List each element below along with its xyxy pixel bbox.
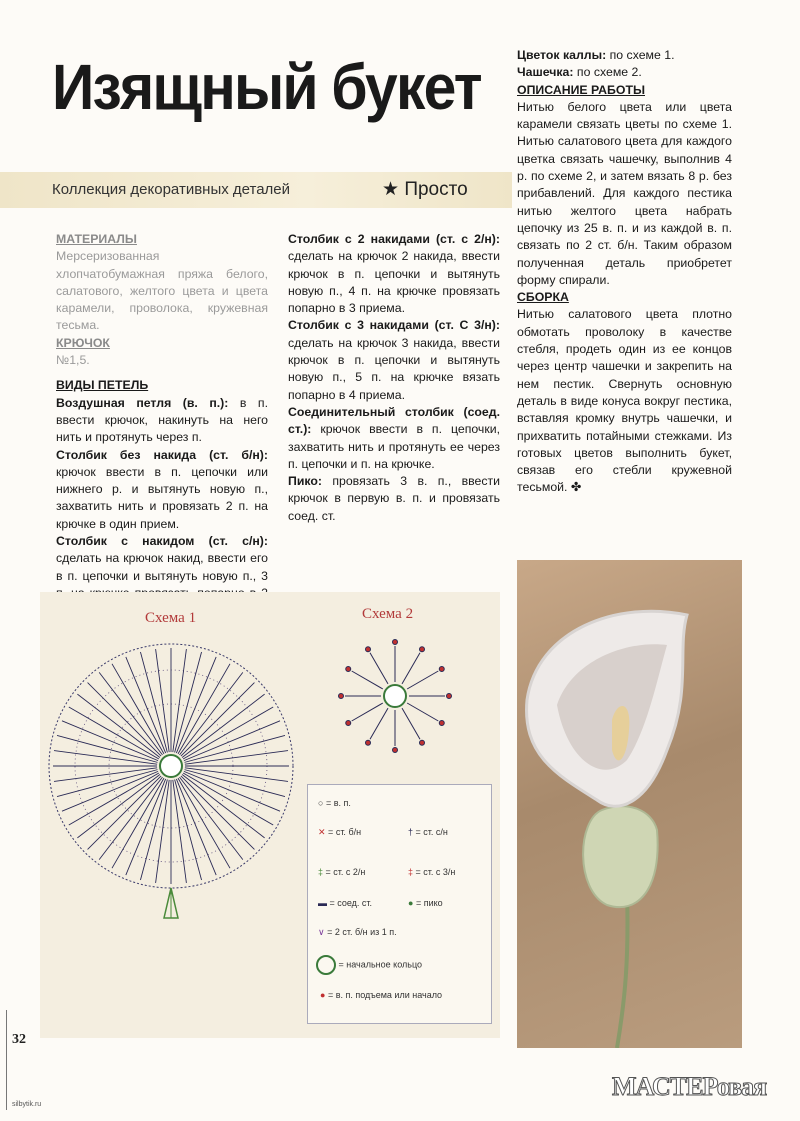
cross-icon: ✕ (318, 827, 326, 837)
stitch-item: Соединительный столбик (соед. ст.): крючок ввести в п. цепочки, захватить нить и протянуть ее через п. цепочки и п. на крючке. (288, 404, 500, 471)
stitch-item: Воздушная петля (в. п.): в п. ввести крючок, накинуть на него нить и протянуть через п. (56, 395, 268, 445)
end-mark-icon: ✤ (570, 480, 582, 495)
picot-mark (420, 740, 425, 745)
flower-cup: Чашечка: по схеме 2. (517, 65, 642, 80)
hook-heading: КРЮЧОК (56, 335, 110, 350)
description-text: Нитью белого цвета или цвета карамели связать цветы по схеме 1. Нитью салатового цвета для каждого цветка связать чашечку, выполнив 4 р. по схеме 2, и затем вязать 8 р. без прибавлений. Для каждого пестика нитью желтого цвета набрать цепочку из 25 в. п. и из каждой в. п. связать по 2 ст. б/н. Таким образом полученная деталь приобретет форму спирали. (517, 99, 732, 287)
stitch-spoke (156, 649, 170, 752)
ring-icon (316, 955, 336, 975)
picot-mark (439, 667, 444, 672)
stitch-spoke (407, 671, 438, 689)
stitches-heading: ВИДЫ ПЕТЕЛЬ (56, 378, 149, 393)
chain-dot-icon: ○ (318, 798, 324, 808)
stitch-spoke (173, 649, 187, 752)
stitch-item: Пико: провязать 3 в. п., ввести крючок в первую в. п. и провязать соед. ст. (288, 474, 500, 523)
stitch-spoke (54, 751, 157, 765)
v-stitch-icon: ∨ (318, 927, 325, 937)
picot-mark (366, 647, 371, 652)
stitch-spoke (88, 683, 162, 757)
stitch-spoke (185, 768, 288, 782)
picot-mark (393, 748, 398, 753)
start-ring-icon (384, 685, 406, 707)
stitch-spoke (370, 653, 388, 684)
page-title: Изящный букет (52, 51, 481, 123)
picot-mark (346, 721, 351, 726)
calla-flower-image (517, 560, 742, 1048)
stitch-spoke (181, 683, 255, 757)
collection-label: Коллекция декоративных деталей (52, 181, 291, 198)
difficulty-rating (382, 178, 468, 201)
stitch-item: Столбик с 3 накидами (ст. С 3/н): сделать на крючок 3 накида, ввести крючок в п. цепочки и вытянуть новую п., 5 п. на крючке вязать попарно в 4 приема. (288, 318, 500, 402)
calla-photo (517, 560, 742, 1048)
assembly-text: Нитью салатового цвета плотно обмотать проволоку в качестве стебля, продеть один из ее концов через центр чашечки и закрепить на нем пестик. Свернуть основную деталь в виде конуса вокруг пестика, вставляя кромку внутрь чашечки, и прихватить потайными стежками. Из готовых цветов выполнить букет, связав его стебли кружевной тесьмой. ✤ (517, 307, 732, 495)
stitch-item: Столбик с накидом (ст. с/н): сделать на крючок накид, ввести его в п. цепочки и вытянуть новую п., 3 (56, 534, 268, 583)
stitch-spoke (54, 768, 157, 782)
description-heading: ОПИСАНИЕ РАБОТЫ (517, 82, 645, 97)
picot-mark (339, 694, 344, 699)
page-number: 32 (12, 1032, 26, 1047)
tr-stitch-icon: ‡ (318, 867, 324, 877)
stitch-spoke (185, 751, 288, 765)
start-dot-icon: ● (320, 990, 326, 1000)
picot-mark (346, 667, 351, 672)
picot-mark (366, 740, 371, 745)
stitch-spoke (402, 708, 420, 739)
star-icon: ★ (382, 179, 400, 200)
picot-mark (439, 721, 444, 726)
stitch-spoke (402, 653, 420, 684)
hook-value: №1,5. (56, 353, 90, 368)
slip-stitch-icon: ▬ (318, 898, 327, 908)
schema-2-label: Схема 2 (362, 606, 414, 622)
materials-text: Мерсеризованная хлопчатобумажная пряжа белого, салатового, желтого цвета и цвета карамели, проволока, кружевная тесьма. (56, 249, 268, 333)
picot-icon: ● (408, 898, 414, 908)
stitch-spoke (352, 703, 383, 721)
difficulty-label: Просто (404, 179, 468, 200)
schema-1-diagram (49, 644, 293, 918)
stitch-item: Столбик без накида (ст. б/н): крючок ввести в п. цепочки или нижнего р. и вытянуть новую п., захватить нить и провязать 2 п. на крючке в один прием. (56, 447, 268, 531)
column-3 (517, 47, 732, 497)
schema-2-diagram (339, 640, 452, 753)
picot-mark (447, 694, 452, 699)
column-1 (56, 231, 268, 620)
stitch-item: Столбик с 2 накидами (ст. с 2/н): сделать на крючок 2 накида, ввести крючок в п. цепочки и вытянуть новую п., 4 п. на крючке провязать попарно в 3 приема. (288, 232, 500, 316)
schema-1-label: Схема 1 (145, 610, 197, 626)
margin-line (6, 1010, 7, 1110)
flower-calla: Цветок каллы: по схеме 1. (517, 48, 675, 62)
dc-stitch-icon: † (408, 827, 414, 837)
stitch-spoke (370, 708, 388, 739)
dtr-stitch-icon: ‡ (408, 867, 414, 877)
assembly-heading: СБОРКА (517, 290, 569, 305)
stitch-spoke (173, 780, 187, 883)
materials-heading: МАТЕРИАЛЫ (56, 232, 137, 246)
stitch-spoke (352, 671, 383, 689)
column-2 (288, 231, 500, 525)
stitch-spoke (88, 776, 162, 850)
stitch-legend: ○ = в. п. ✕ = ст. б/н † = ст. с/н ‡ = ст. с 2/н ‡ = ст. с 3/н ▬ = соед. ст. ● = пико ∨ = 2 ст. б/н из 1 п. = начальное кольцо ● = в. п. подъема или начало (307, 784, 492, 1024)
picot-mark (420, 647, 425, 652)
stitch-spoke (181, 776, 255, 850)
picot-mark (393, 640, 398, 645)
source-url: silbytik.ru (12, 1101, 42, 1108)
watermark-logo: МАСТЕРовая (612, 1072, 767, 1101)
stitch-spoke (407, 703, 438, 721)
start-ring-icon (160, 755, 182, 777)
stitch-spoke (156, 780, 170, 883)
